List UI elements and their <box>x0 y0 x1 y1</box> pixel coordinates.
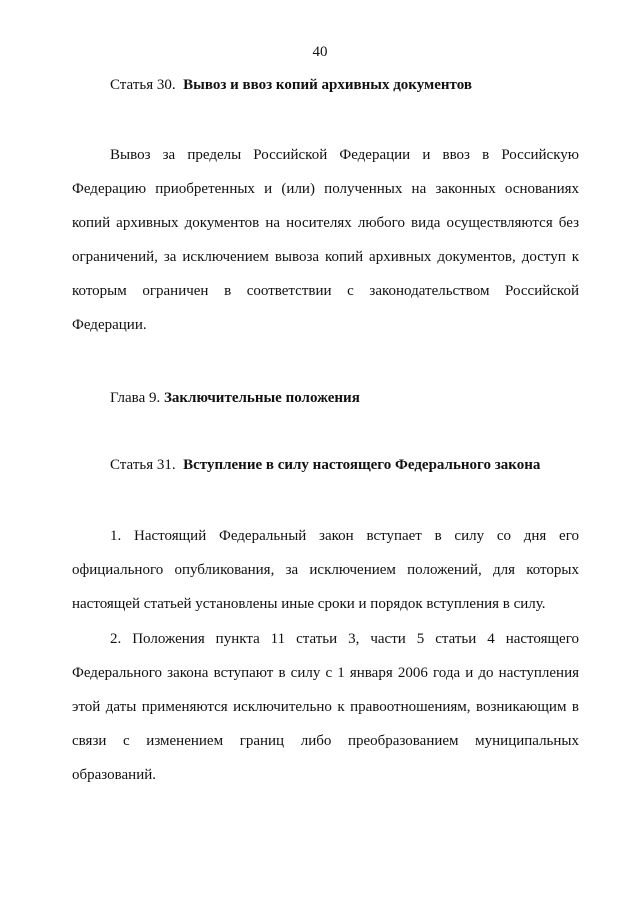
article-30-prefix: Статья 30. <box>110 77 176 93</box>
chapter-9-heading <box>110 390 360 407</box>
article-31-prefix: Статья 31. <box>110 457 176 473</box>
page-number: 40 <box>312 44 328 60</box>
article-30-text: Вывоз за пределы Российской Федерации и ввоз в Российскую Федерацию приобретенных и (или) полученных на законных основаниях копий архивных документов на носителях любого вида осуществляются без ограничений, за исключением вывоза копий архивных документов, доступ к которым ограничен в соответствии с законодательством Российской Федерации. <box>72 147 579 333</box>
article-31-paragraph-2: 2. Положения пункта 11 статьи 3, части 5 статьи 4 настоящего Федерального закона вступают в силу с 1 января 2006 года и до наступления этой даты применяются исключительно к правоотношениям, возникающим в связи с изменением границ либо преобразованием муниципальных образований. <box>72 631 579 783</box>
chapter-9-prefix: Глава 9. <box>110 390 161 406</box>
chapter-9-title: Заключительные положения <box>163 390 360 406</box>
article-30-heading <box>110 77 472 94</box>
article-31-heading <box>110 457 540 474</box>
article-30-title: Вывоз и ввоз копий архивных документов <box>183 77 472 93</box>
article-31-paragraph-1: 1. Настоящий Федеральный закон вступает в силу со дня его официального опубликования, за исключением положений, для которых настоящей статьей установлены иные сроки и порядок вступления в силу. <box>72 528 579 612</box>
article-31-title: Вступление в силу настоящего Федерального закона <box>183 457 541 473</box>
